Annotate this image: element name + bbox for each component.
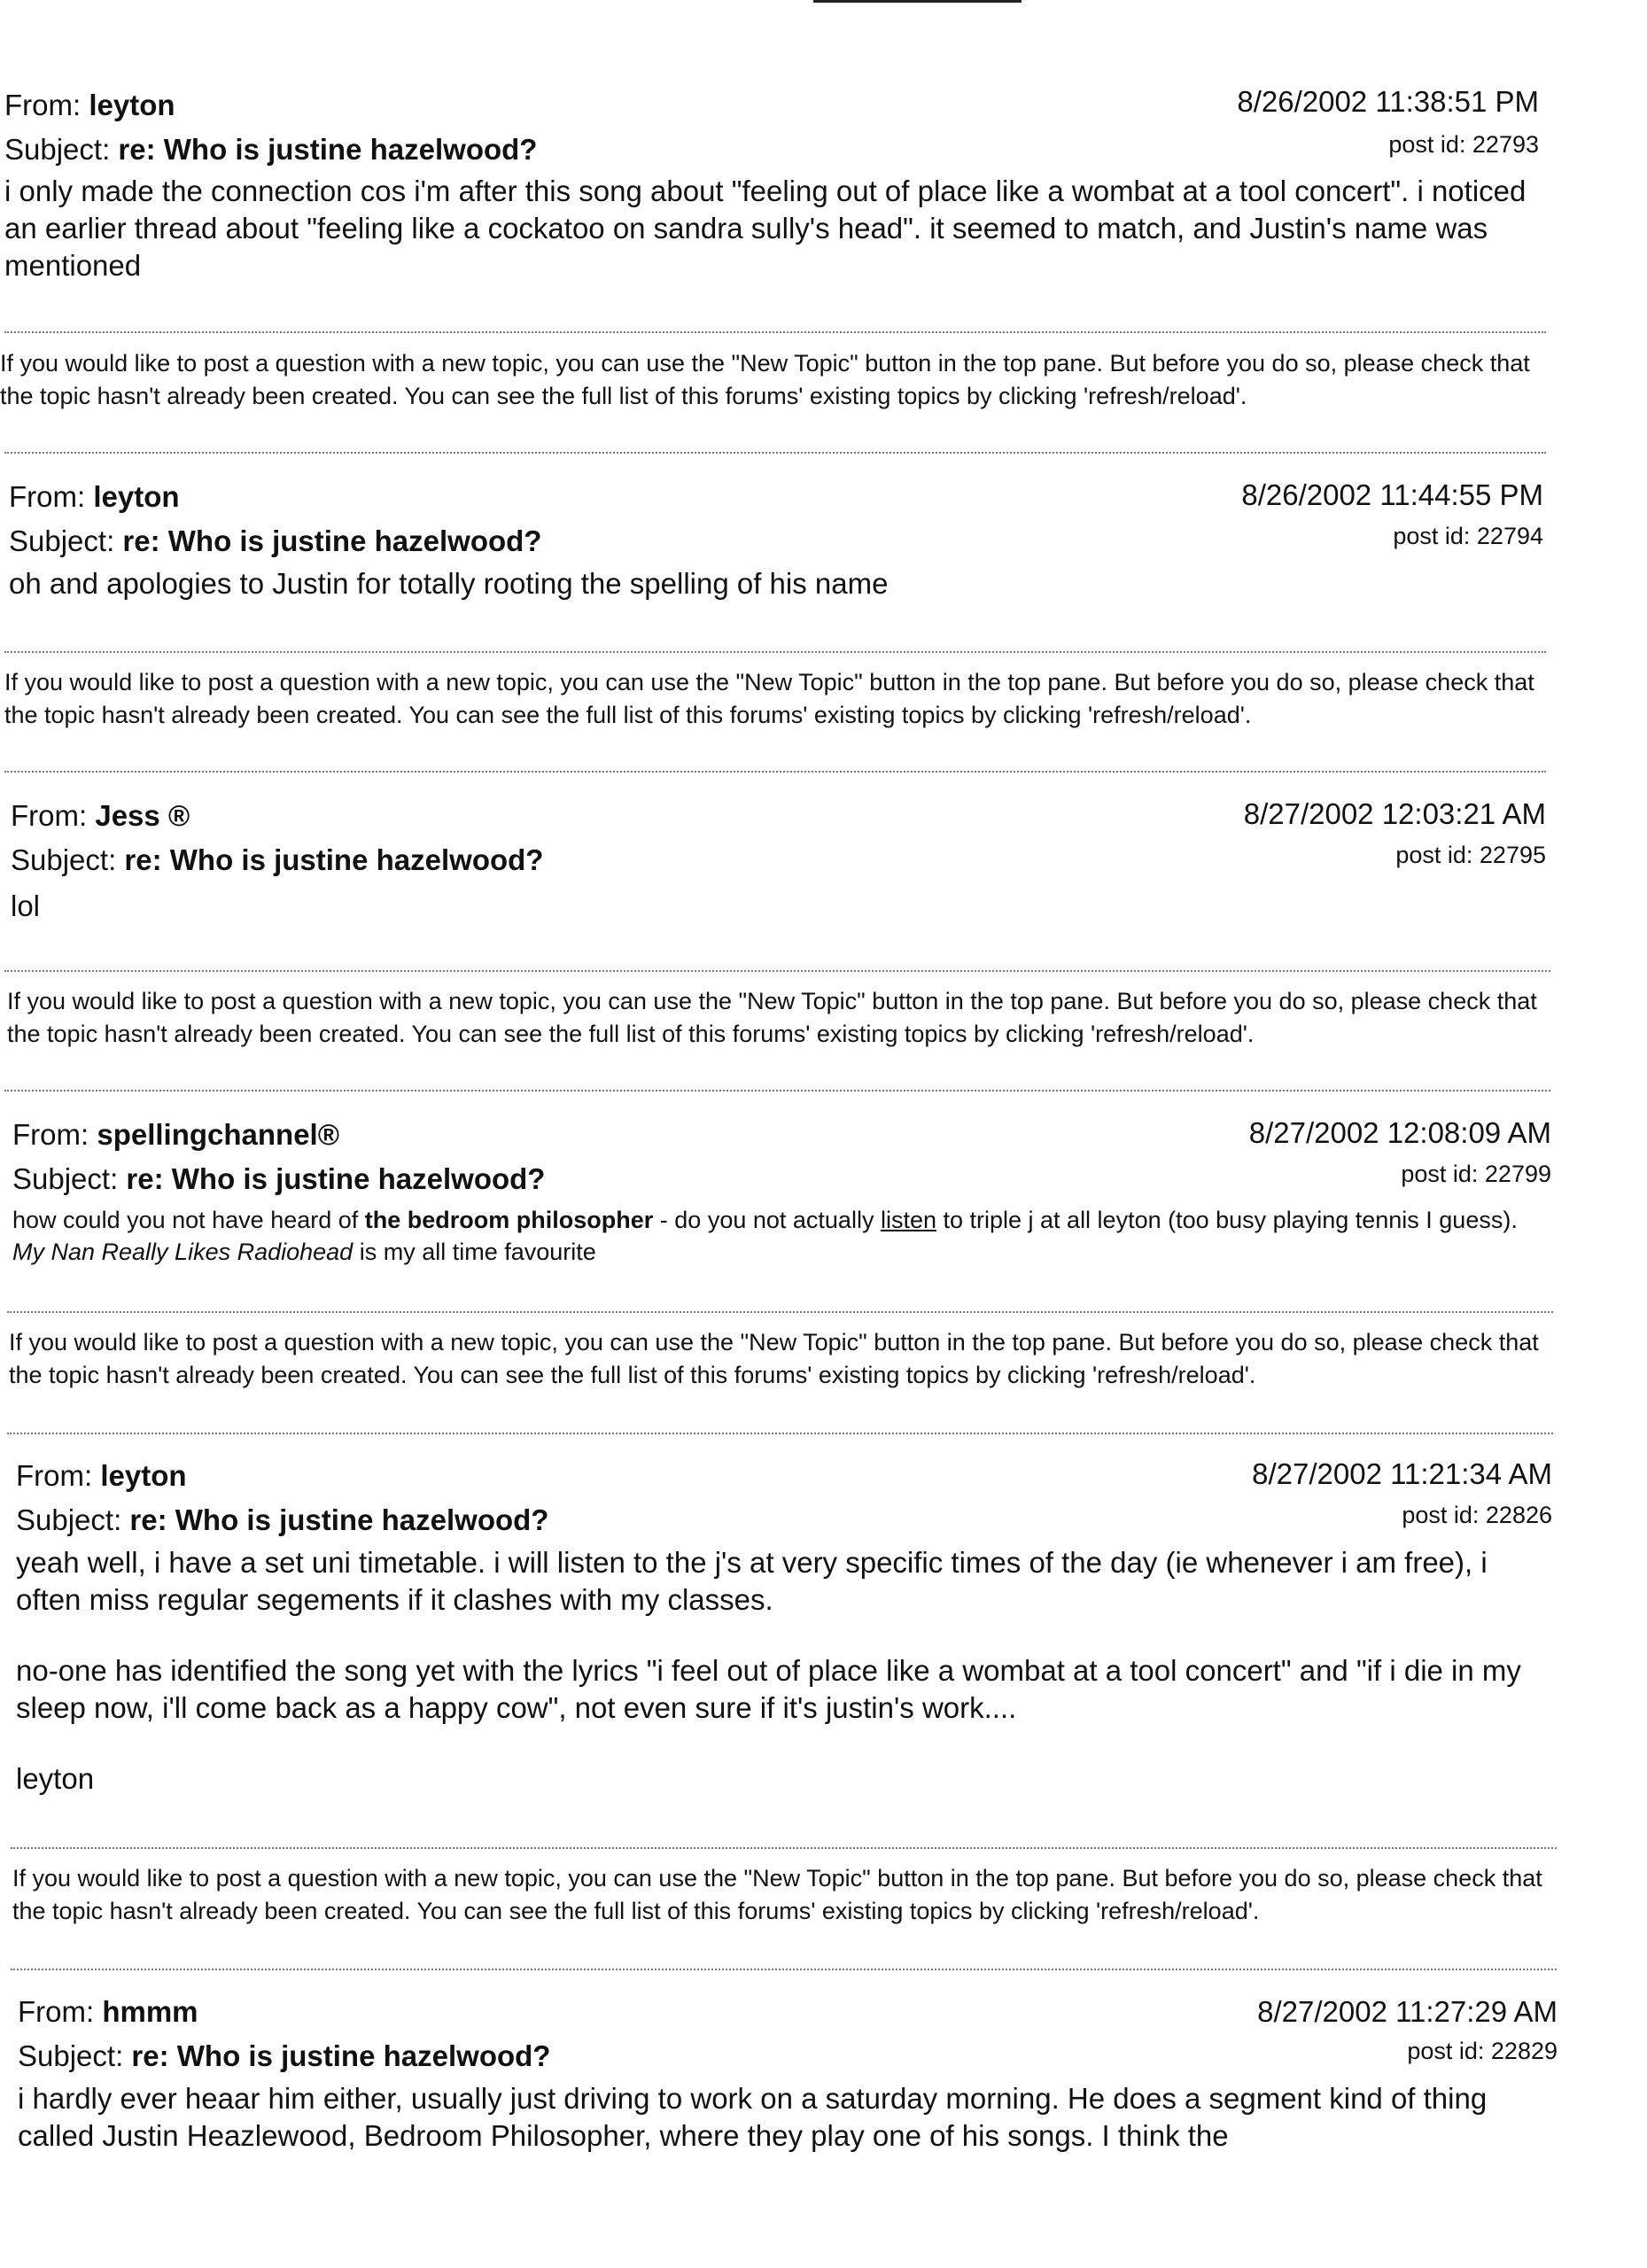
post-body xyxy=(4,173,1528,284)
post-id-value: 22799 xyxy=(1484,1161,1551,1187)
from-label: From: xyxy=(12,1118,89,1151)
post-author[interactable]: Jess ® xyxy=(95,799,190,832)
post-id-label: post id: xyxy=(1407,2038,1485,2064)
post-id-label: post id: xyxy=(1393,523,1471,549)
post-body xyxy=(11,888,1534,925)
post-id xyxy=(1395,842,1546,869)
post-subject-text[interactable]: re: Who is justine hazelwood? xyxy=(124,843,544,876)
subject-label: Subject: xyxy=(4,133,111,166)
post-author[interactable]: leyton xyxy=(100,1459,187,1492)
post-author[interactable]: hmmm xyxy=(102,1995,198,2028)
listen-underlined: listen xyxy=(880,1207,936,1233)
post-from xyxy=(12,1118,339,1152)
divider xyxy=(4,452,1546,454)
post-id-value: 22826 xyxy=(1485,1502,1552,1528)
post-body-paragraph: i hardly ever heaar him either, usually just driving to work on a saturday morning. He does a segment kind of thing called Justin Heazlewood, Bedroom Philosopher, where they play one of his songs. I think the xyxy=(18,2082,1488,2152)
post-subject xyxy=(18,2039,550,2073)
divider xyxy=(4,771,1546,773)
post-id-value: 22795 xyxy=(1479,842,1546,868)
post-id xyxy=(1407,2038,1558,2065)
from-label: From: xyxy=(16,1459,93,1492)
from-label: From: xyxy=(11,799,88,832)
body-text-run: how could you not have heard of xyxy=(12,1207,365,1233)
post-id xyxy=(1388,131,1539,159)
post-subject-text[interactable]: re: Who is justine hazelwood? xyxy=(131,2039,551,2072)
post-id-label: post id: xyxy=(1402,1502,1480,1528)
body-text-run: to triple j at all leyton (too busy playing tennis I guess). xyxy=(936,1207,1518,1233)
post-id-label: post id: xyxy=(1395,842,1473,868)
post-date: 8/26/2002 11:38:51 PM xyxy=(1237,85,1539,118)
post-from xyxy=(9,480,180,514)
divider xyxy=(4,1090,1550,1091)
post-date: 8/27/2002 11:27:29 AM xyxy=(1257,1995,1558,2028)
body-text-run: is my all time favourite xyxy=(353,1239,596,1265)
post-subject xyxy=(9,524,541,558)
divider xyxy=(11,1969,1557,1970)
body-text-run: - do you not actually xyxy=(653,1207,881,1233)
post-body-paragraph: lol xyxy=(11,889,41,922)
divider xyxy=(7,1311,1553,1313)
post-subject xyxy=(16,1503,548,1537)
subject-label: Subject: xyxy=(16,1503,122,1536)
new-topic-notice: If you would like to post a question with a new topic, you can use the "New Topic" button in the top pane. But before you do so, please check that the topic hasn't already been created. You can see the full list of this forums' existing topics by clicking 'refresh/reload'. xyxy=(4,669,1534,728)
new-topic-notice: If you would like to post a question with a new topic, you can use the "New Topic" button in the top pane. But before you do so, please check that the topic hasn't already been created. You can see the full list of this forums' existing topics by clicking 'refresh/reload'. xyxy=(12,1865,1542,1924)
band-name-bold: the bedroom philosopher xyxy=(364,1207,654,1233)
post-subject-text[interactable]: re: Who is justine hazelwood? xyxy=(122,524,542,557)
post-id-value: 22793 xyxy=(1472,131,1539,158)
post-subject xyxy=(11,843,543,877)
post-id xyxy=(1402,1502,1552,1529)
post-body-paragraph: no-one has identified the song yet with the lyrics "i feel out of place like a wombat at a tool concert" and "if i die in my sleep now, i'll come back as a happy cow", not even sure if it's justin's work.... xyxy=(16,1654,1521,1724)
post-date: 8/27/2002 11:21:34 AM xyxy=(1252,1457,1552,1490)
post-body-paragraph: yeah well, i have a set uni timetable. i will listen to the j's at very specific times of the day (ie whenever i am free), i often miss regular segements if it clashes with my classes. xyxy=(16,1546,1488,1616)
divider xyxy=(4,651,1546,653)
new-topic-notice: If you would like to post a question with a new topic, you can use the "New Topic" button in the top pane. But before you do so, please check that the topic hasn't already been created. You can see the full list of this forums' existing topics by clicking 'refresh/reload'. xyxy=(0,350,1530,409)
post-id-label: post id: xyxy=(1388,131,1466,158)
post-body xyxy=(16,1544,1544,1798)
post-from xyxy=(11,799,190,833)
post-body xyxy=(18,2080,1533,2155)
post-date: 8/26/2002 11:44:55 PM xyxy=(1241,478,1543,511)
post-body-paragraph: leyton xyxy=(16,1762,95,1795)
post-from xyxy=(16,1459,187,1493)
divider xyxy=(7,1433,1553,1434)
post-body-paragraph: i only made the connection cos i'm after this song about "feeling out of place like a wombat at a tool concert". i noticed an earlier thread about "feeling like a cockatoo on sandra sully's head". it seemed to match, and Justin's name was mentioned xyxy=(4,175,1527,282)
divider xyxy=(4,331,1546,333)
post-subject xyxy=(12,1162,545,1196)
subject-label: Subject: xyxy=(11,843,117,876)
post-id xyxy=(1393,523,1543,550)
post-body xyxy=(12,1204,1536,1268)
post-subject xyxy=(4,133,537,167)
post-author[interactable]: leyton xyxy=(89,89,175,121)
post-id-label: post id: xyxy=(1401,1161,1479,1187)
post-from xyxy=(18,1995,198,2029)
from-label: From: xyxy=(9,480,86,513)
subject-label: Subject: xyxy=(12,1162,119,1195)
post-author[interactable]: spellingchannel® xyxy=(97,1118,340,1151)
post-body-paragraph: oh and apologies to Justin for totally rooting the spelling of his name xyxy=(9,567,889,600)
subject-label: Subject: xyxy=(18,2039,124,2072)
subject-label: Subject: xyxy=(9,524,115,557)
from-label: From: xyxy=(4,89,82,121)
post-date: 8/27/2002 12:08:09 AM xyxy=(1248,1116,1551,1149)
new-topic-notice: If you would like to post a question with a new topic, you can use the "New Topic" button in the top pane. But before you do so, please check that the topic hasn't already been created. You can see the full list of this forums' existing topics by clicking 'refresh/reload'. xyxy=(7,988,1537,1047)
post-body xyxy=(9,565,1533,602)
post-subject-text[interactable]: re: Who is justine hazelwood? xyxy=(118,133,538,166)
post-from xyxy=(4,89,175,122)
new-topic-notice: If you would like to post a question with a new topic, you can use the "New Topic" button in the top pane. But before you do so, please check that the topic hasn't already been created. You can see the full list of this forums' existing topics by clicking 'refresh/reload'. xyxy=(9,1329,1539,1388)
post-id-value: 22829 xyxy=(1490,2038,1558,2064)
top-edge-bar xyxy=(813,0,1022,3)
post-subject-text[interactable]: re: Who is justine hazelwood? xyxy=(129,1503,549,1536)
song-title-italic: My Nan Really Likes Radiohead xyxy=(12,1239,353,1265)
divider xyxy=(11,1847,1557,1849)
post-body-paragraph xyxy=(12,1204,1536,1268)
divider xyxy=(4,970,1550,972)
post-id xyxy=(1401,1161,1551,1188)
post-subject-text[interactable]: re: Who is justine hazelwood? xyxy=(126,1162,546,1195)
post-id-value: 22794 xyxy=(1476,523,1543,549)
post-author[interactable]: leyton xyxy=(93,480,180,513)
post-date: 8/27/2002 12:03:21 AM xyxy=(1243,797,1546,830)
from-label: From: xyxy=(18,1995,95,2028)
